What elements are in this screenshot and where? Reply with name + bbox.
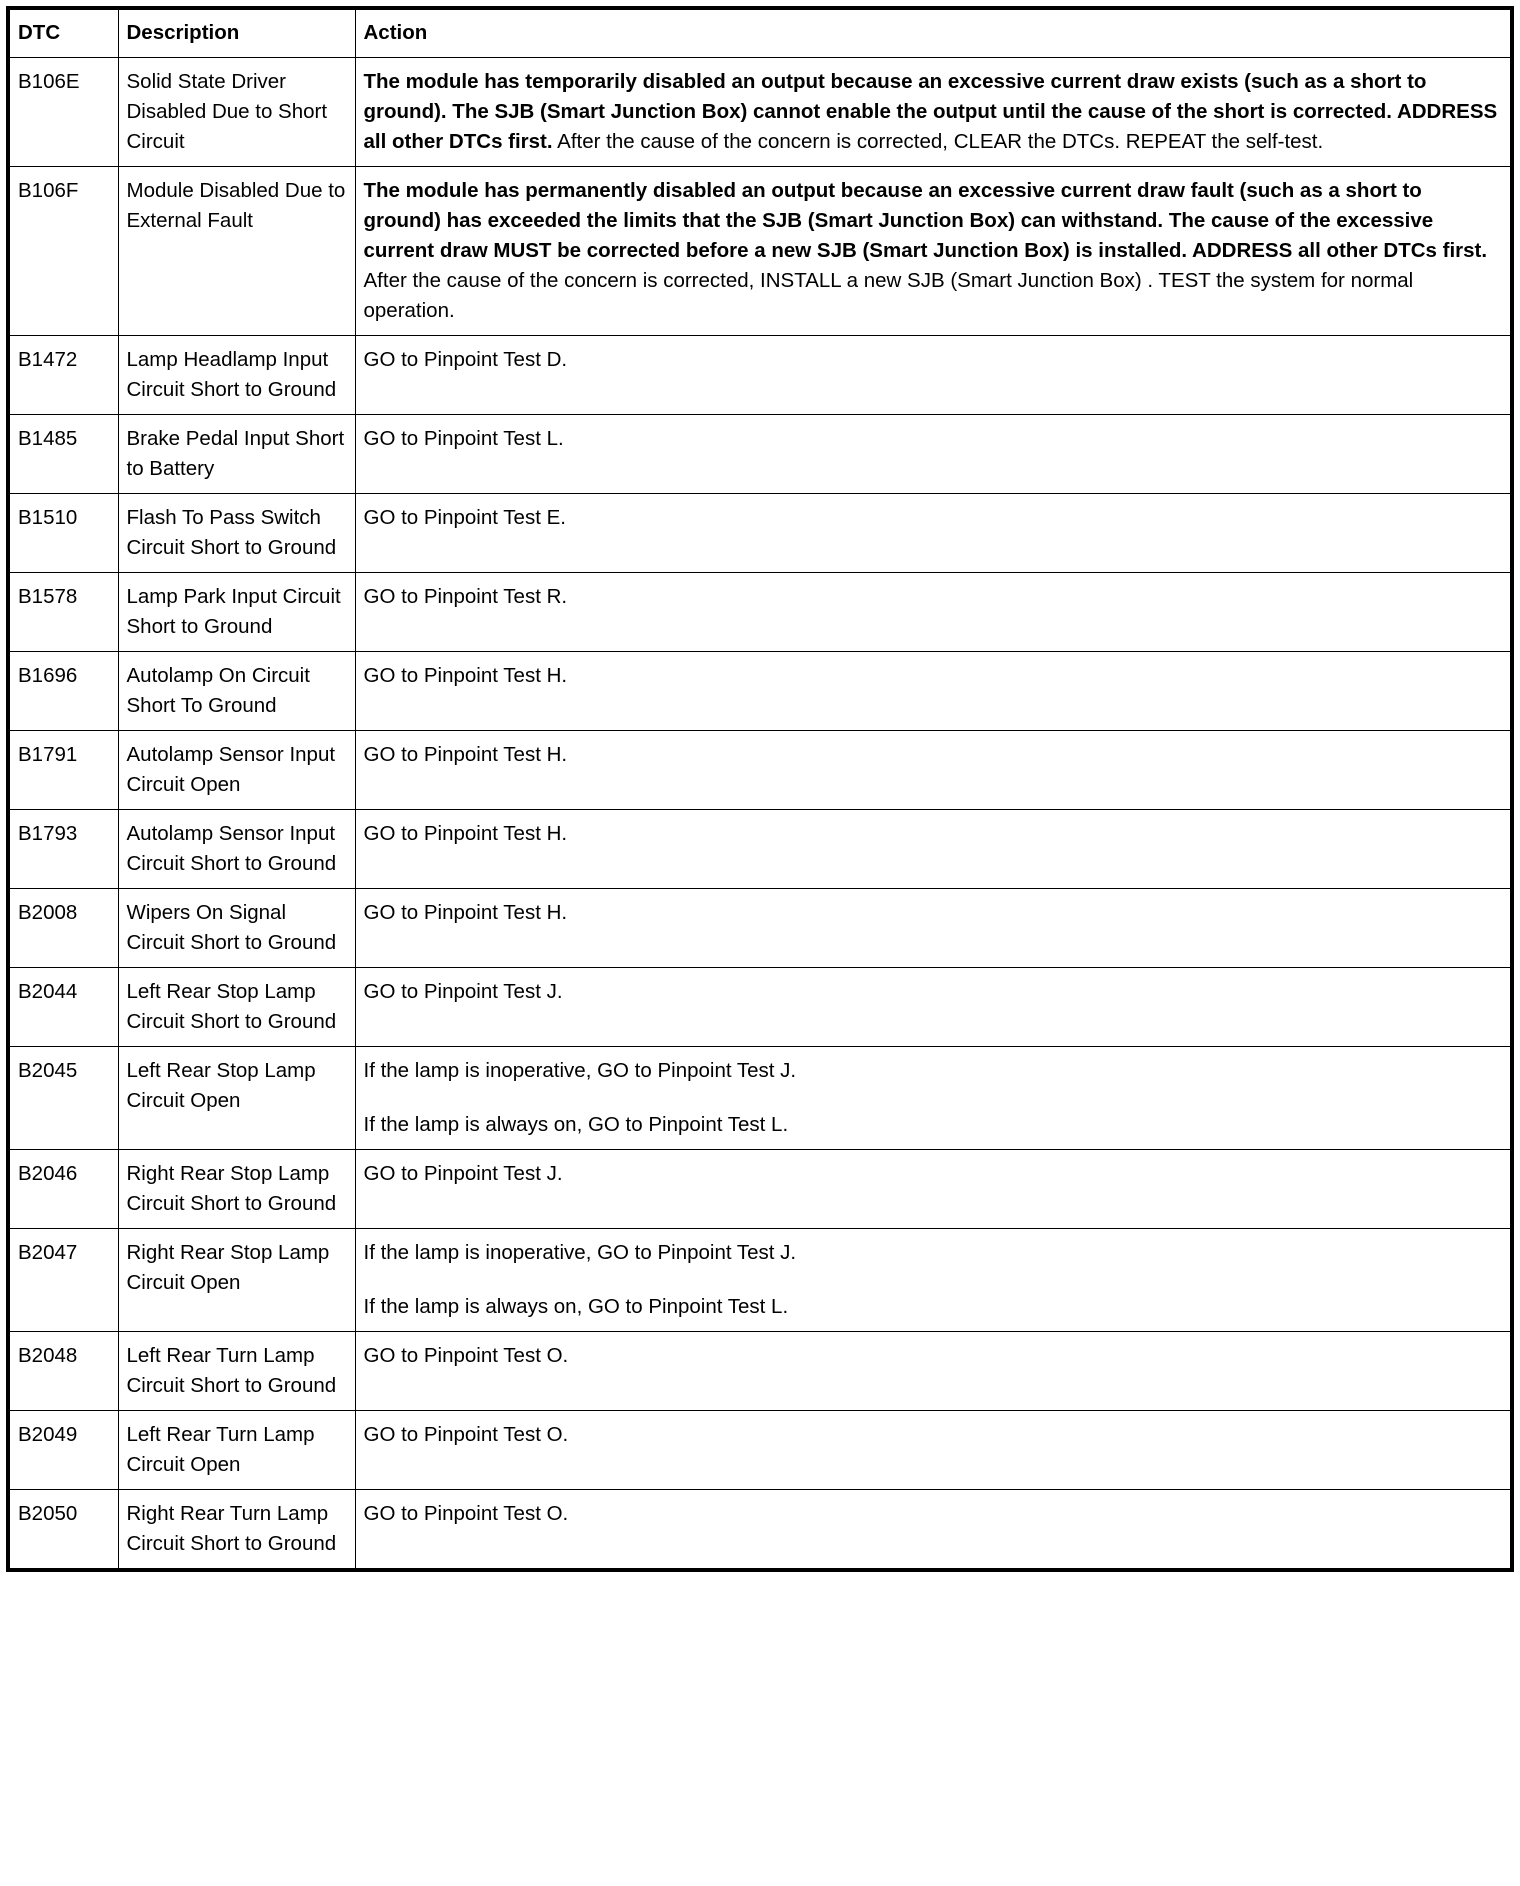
action-paragraph bbox=[364, 424, 1503, 454]
dtc-code: B106E bbox=[8, 58, 118, 167]
action-text: GO to Pinpoint Test H. bbox=[363, 664, 568, 687]
dtc-description: Autolamp Sensor Input Circuit Short to Ground bbox=[118, 810, 355, 889]
dtc-description: Brake Pedal Input Short to Battery bbox=[118, 415, 355, 494]
dtc-code: B1485 bbox=[8, 415, 118, 494]
table-row bbox=[8, 494, 1512, 573]
dtc-code: B1472 bbox=[8, 336, 118, 415]
action-text: GO to Pinpoint Test O. bbox=[363, 1423, 569, 1446]
table-row bbox=[8, 167, 1512, 336]
dtc-action bbox=[355, 968, 1512, 1047]
dtc-action bbox=[355, 1229, 1512, 1332]
action-text: GO to Pinpoint Test O. bbox=[363, 1502, 569, 1525]
table-row bbox=[8, 1490, 1512, 1571]
dtc-action bbox=[355, 889, 1512, 968]
dtc-description: Autolamp On Circuit Short To Ground bbox=[118, 652, 355, 731]
dtc-action bbox=[355, 1332, 1512, 1411]
action-text: GO to Pinpoint Test J. bbox=[363, 980, 563, 1003]
action-paragraph bbox=[364, 503, 1503, 533]
dtc-action bbox=[355, 1047, 1512, 1150]
dtc-action bbox=[355, 1490, 1512, 1571]
dtc-action bbox=[355, 167, 1512, 336]
action-paragraph bbox=[364, 661, 1503, 691]
action-text: After the cause of the concern is corrected, CLEAR the DTCs. REPEAT the self-test. bbox=[552, 130, 1324, 153]
dtc-table bbox=[6, 6, 1514, 1572]
action-paragraph bbox=[364, 1238, 1503, 1268]
dtc-description: Right Rear Turn Lamp Circuit Short to Ground bbox=[118, 1490, 355, 1571]
table-row bbox=[8, 889, 1512, 968]
action-text: If the lamp is inoperative, GO to Pinpoint Test J. bbox=[363, 1059, 797, 1082]
dtc-code: B1510 bbox=[8, 494, 118, 573]
dtc-description: Solid State Driver Disabled Due to Short Circuit bbox=[118, 58, 355, 167]
action-text: If the lamp is inoperative, GO to Pinpoint Test J. bbox=[363, 1241, 797, 1264]
dtc-description: Left Rear Turn Lamp Circuit Open bbox=[118, 1411, 355, 1490]
dtc-description: Lamp Park Input Circuit Short to Ground bbox=[118, 573, 355, 652]
table-row bbox=[8, 652, 1512, 731]
action-paragraph bbox=[364, 1159, 1503, 1189]
table-row bbox=[8, 810, 1512, 889]
header-dtc: DTC bbox=[8, 8, 118, 58]
dtc-code: B2050 bbox=[8, 1490, 118, 1571]
action-paragraph bbox=[364, 1056, 1503, 1086]
dtc-action bbox=[355, 1150, 1512, 1229]
dtc-description: Left Rear Stop Lamp Circuit Open bbox=[118, 1047, 355, 1150]
action-paragraph bbox=[364, 1499, 1503, 1529]
dtc-description: Left Rear Turn Lamp Circuit Short to Ground bbox=[118, 1332, 355, 1411]
dtc-code: B106F bbox=[8, 167, 118, 336]
dtc-code: B2046 bbox=[8, 1150, 118, 1229]
action-text: GO to Pinpoint Test L. bbox=[363, 427, 564, 450]
dtc-action bbox=[355, 415, 1512, 494]
dtc-code: B2045 bbox=[8, 1047, 118, 1150]
dtc-action bbox=[355, 652, 1512, 731]
dtc-description: Wipers On Signal Circuit Short to Ground bbox=[118, 889, 355, 968]
table-row bbox=[8, 1332, 1512, 1411]
dtc-code: B2044 bbox=[8, 968, 118, 1047]
dtc-action bbox=[355, 494, 1512, 573]
action-paragraph bbox=[364, 67, 1503, 157]
action-text: GO to Pinpoint Test J. bbox=[363, 1162, 563, 1185]
dtc-action bbox=[355, 810, 1512, 889]
table-row bbox=[8, 968, 1512, 1047]
table-row bbox=[8, 58, 1512, 167]
action-paragraph bbox=[364, 898, 1503, 928]
dtc-code: B2048 bbox=[8, 1332, 118, 1411]
dtc-code: B2008 bbox=[8, 889, 118, 968]
dtc-action bbox=[355, 1411, 1512, 1490]
action-paragraph bbox=[364, 740, 1503, 770]
action-text: GO to Pinpoint Test R. bbox=[363, 585, 568, 608]
dtc-description: Right Rear Stop Lamp Circuit Short to Ground bbox=[118, 1150, 355, 1229]
action-text: If the lamp is always on, GO to Pinpoint Test L. bbox=[363, 1295, 789, 1318]
dtc-code: B2047 bbox=[8, 1229, 118, 1332]
action-text-bold: The module has temporarily disabled an output because an excessive current draw exists (such as a short to ground). The SJB (Smart Junction Box) cannot enable the output until the cause of the short is corrected. ADDRESS all other DTCs first. bbox=[363, 70, 1498, 153]
action-text: GO to Pinpoint Test O. bbox=[363, 1344, 569, 1367]
action-paragraph bbox=[364, 1110, 1503, 1140]
table-row bbox=[8, 1229, 1512, 1332]
action-paragraph bbox=[364, 345, 1503, 375]
dtc-code: B1791 bbox=[8, 731, 118, 810]
action-paragraph bbox=[364, 819, 1503, 849]
dtc-description: Left Rear Stop Lamp Circuit Short to Ground bbox=[118, 968, 355, 1047]
action-text: GO to Pinpoint Test H. bbox=[363, 901, 568, 924]
action-text-bold: The module has permanently disabled an output because an excessive current draw fault (such as a short to ground) has exceeded the limits that the SJB (Smart Junction Box) can withstand. The cause of the excessive current draw MUST be corrected before a new SJB (Smart Junction Box) is installed. ADDRESS all other DTCs first. bbox=[363, 179, 1488, 262]
table-row bbox=[8, 731, 1512, 810]
dtc-action bbox=[355, 336, 1512, 415]
dtc-code: B1793 bbox=[8, 810, 118, 889]
action-paragraph bbox=[364, 176, 1503, 326]
dtc-description: Lamp Headlamp Input Circuit Short to Ground bbox=[118, 336, 355, 415]
dtc-action bbox=[355, 731, 1512, 810]
table-row bbox=[8, 1047, 1512, 1150]
header-row bbox=[8, 8, 1512, 58]
action-text: After the cause of the concern is corrected, INSTALL a new SJB (Smart Junction Box) . TEST the system for normal operation. bbox=[363, 269, 1414, 322]
action-paragraph bbox=[364, 1341, 1503, 1371]
action-text: GO to Pinpoint Test D. bbox=[363, 348, 568, 371]
dtc-description: Module Disabled Due to External Fault bbox=[118, 167, 355, 336]
dtc-code: B2049 bbox=[8, 1411, 118, 1490]
header-action: Action bbox=[355, 8, 1512, 58]
table-row bbox=[8, 336, 1512, 415]
dtc-code: B1696 bbox=[8, 652, 118, 731]
table-row bbox=[8, 1150, 1512, 1229]
action-paragraph bbox=[364, 1292, 1503, 1322]
action-paragraph bbox=[364, 977, 1503, 1007]
action-paragraph bbox=[364, 582, 1503, 612]
dtc-description: Autolamp Sensor Input Circuit Open bbox=[118, 731, 355, 810]
action-text: GO to Pinpoint Test E. bbox=[363, 506, 566, 529]
action-text: If the lamp is always on, GO to Pinpoint Test L. bbox=[363, 1113, 789, 1136]
dtc-action bbox=[355, 58, 1512, 167]
table-body bbox=[8, 58, 1512, 1571]
dtc-action bbox=[355, 573, 1512, 652]
action-text: GO to Pinpoint Test H. bbox=[363, 822, 568, 845]
dtc-description: Right Rear Stop Lamp Circuit Open bbox=[118, 1229, 355, 1332]
action-text: GO to Pinpoint Test H. bbox=[363, 743, 568, 766]
action-paragraph bbox=[364, 1420, 1503, 1450]
dtc-code: B1578 bbox=[8, 573, 118, 652]
table-row bbox=[8, 573, 1512, 652]
table-row bbox=[8, 1411, 1512, 1490]
table-row bbox=[8, 415, 1512, 494]
dtc-description: Flash To Pass Switch Circuit Short to Ground bbox=[118, 494, 355, 573]
header-description: Description bbox=[118, 8, 355, 58]
